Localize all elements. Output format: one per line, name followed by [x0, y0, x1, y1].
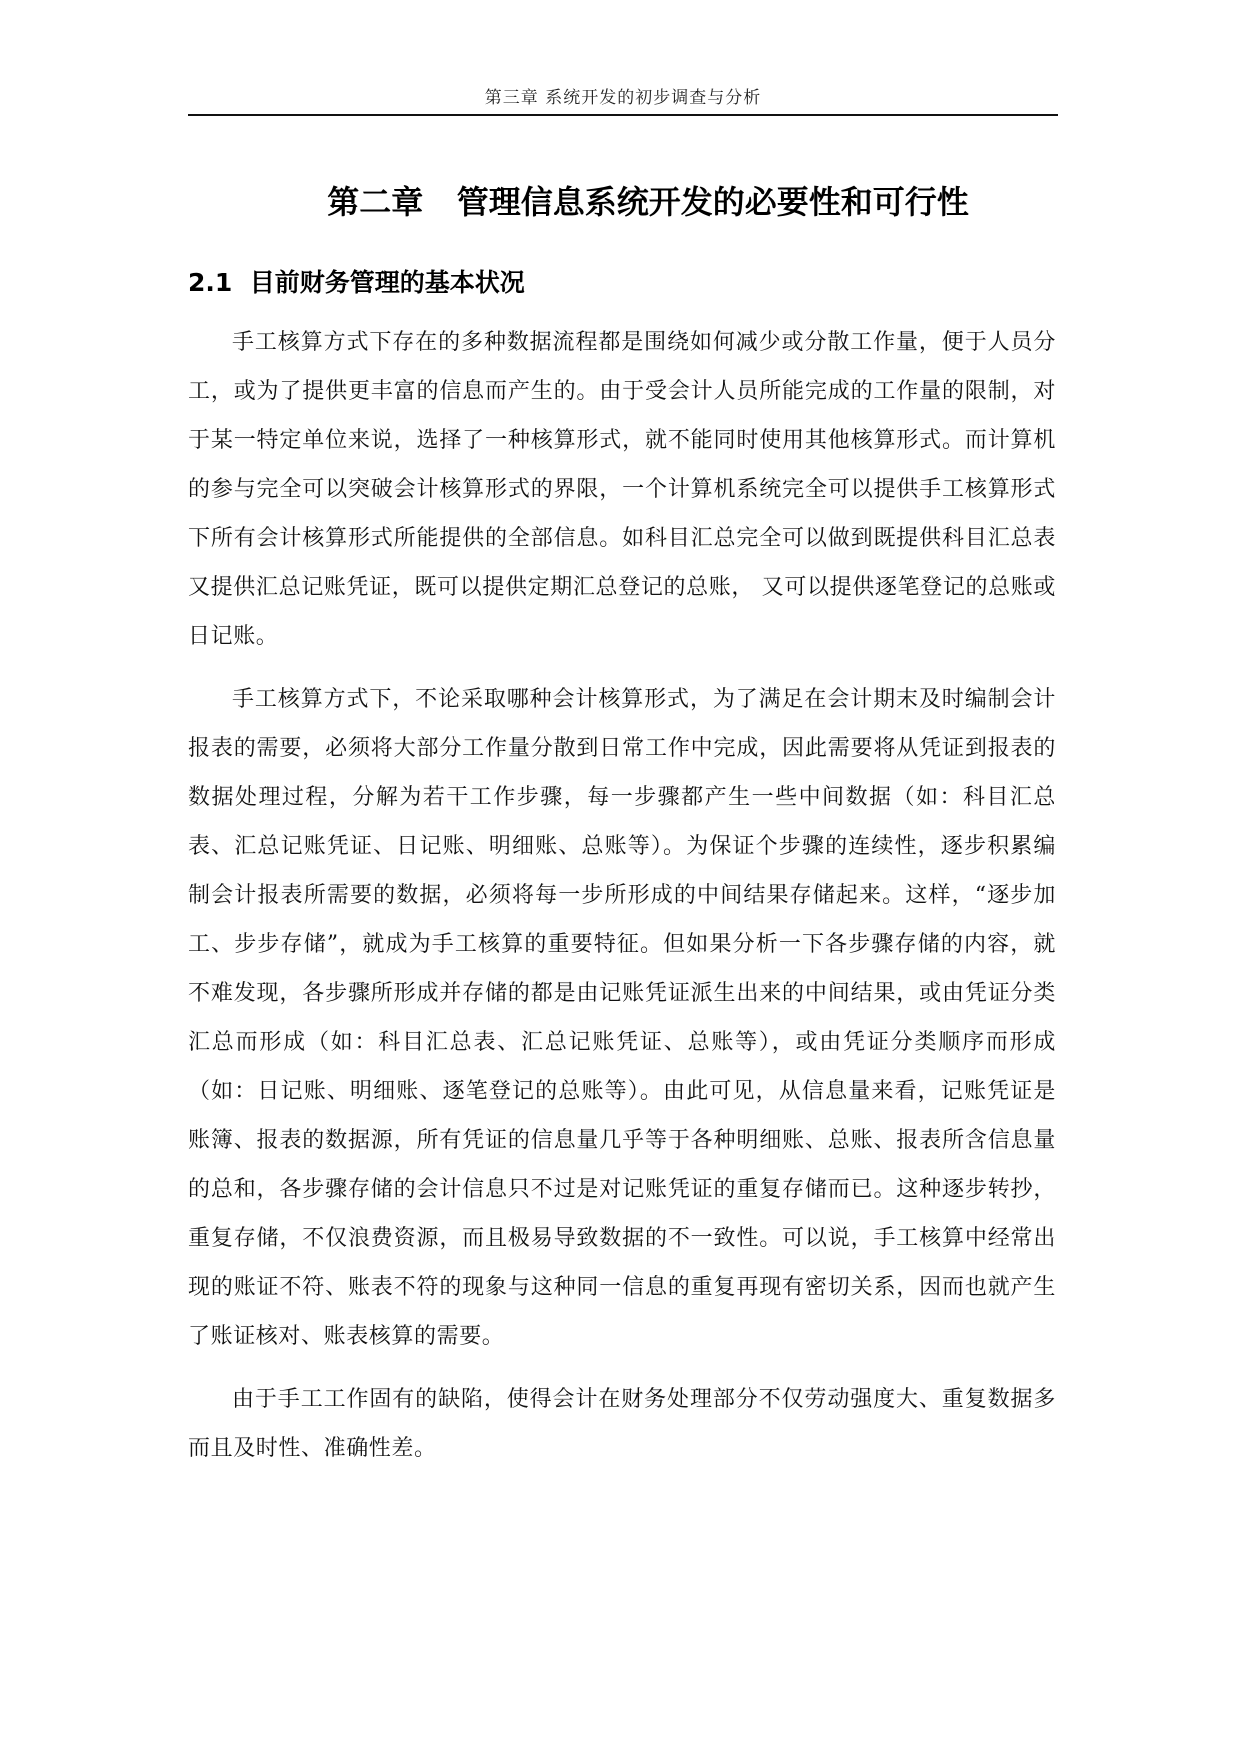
header-rule: [188, 114, 1058, 116]
paragraph-stepwise-storage: 手工核算方式下，不论采取哪种会计核算形式，为了满足在会计期末及时编制会计报表的需要，必须将大部分工作量分散到日常工作中完成，因此需要将从凭证到报表的数据处理过程，分解为若干工作步骤，每一步骤都产生一些中间数据（如：科目汇总表、汇总记账凭证、日记账、明细账、总账等）。为保证个步骤的连续性，逐步积累编制会计报表所需要的数据，必须将每一步所形成的中间结果存储起来。这样，“逐步加工、步步存储”，就成为手工核算的重要特征。但如果分析一下各步骤存储的内容，就不难发现，各步骤所形成并存储的都是由记账凭证派生出来的中间结果，或由凭证分类汇总而形成（如：科目汇总表、汇总记账凭证、总账等），或由凭证分类顺序而形成（如：日记账、明细账、逐笔登记的总账等）。由此可见，从信息量来看，记账凭证是账簿、报表的数据源，所有凭证的信息量几乎等于各种明细账、总账、报表所含信息量的总和，各步骤存储的会计信息只不过是对记账凭证的重复存储而已。这种逐步转抄，重复存储，不仅浪费资源，而且极易导致数据的不一致性。可以说，手工核算中经常出现的账证不符、账表不符的现象与这种同一信息的重复再现有密切关系，因而也就产生了账证核对、账表核算的需要。: [188, 687, 1056, 1349]
paragraph-manual-defects: 由于手工工作固有的缺陷，使得会计在财务处理部分不仅劳动强度大、重复数据多而且及时性、准确性差。: [188, 1387, 1056, 1461]
body-text: [188, 318, 1056, 1473]
section-heading: 2.1 目前财务管理的基本状况: [188, 267, 525, 297]
paragraph-manual-accounting-flows: 手工核算方式下存在的多种数据流程都是围绕如何减少或分散工作量，便于人员分工，或为了提供更丰富的信息而产生的。由于受会计人员所能完成的工作量的限制，对于某一特定单位来说，选择了一种核算形式，就不能同时使用其他核算形式。而计算机的参与完全可以突破会计核算形式的界限，一个计算机系统完全可以提供手工核算形式下所有会计核算形式所能提供的全部信息。如科目汇总完全可以做到既提供科目汇总表又提供汇总记账凭证，既可以提供定期汇总登记的总账， 又可以提供逐笔登记的总账或日记账。: [188, 330, 1056, 649]
running-header: 第三章 系统开发的初步调查与分析: [484, 88, 762, 108]
chapter-title: 第二章 管理信息系统开发的必要性和可行性: [327, 183, 969, 222]
